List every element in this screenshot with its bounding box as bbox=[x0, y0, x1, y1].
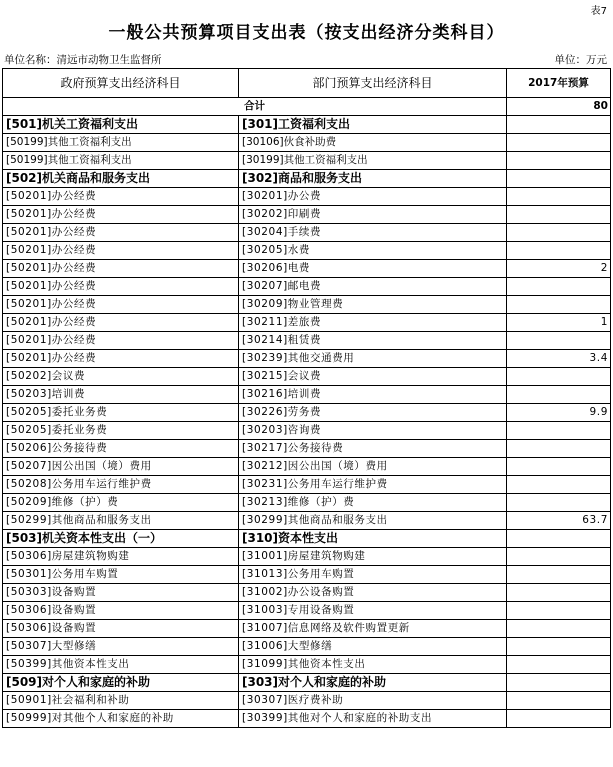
table-row bbox=[3, 458, 611, 476]
table-row bbox=[3, 656, 611, 674]
table-row bbox=[3, 134, 611, 152]
table-row bbox=[3, 206, 611, 224]
gov-subject-cell: [50201]办公经费 bbox=[3, 332, 239, 350]
gov-subject-cell: [50208]公务用车运行维护费 bbox=[3, 476, 239, 494]
dept-subject-cell: [30211]差旅费 bbox=[239, 314, 507, 332]
dept-subject-cell: [30214]租赁费 bbox=[239, 332, 507, 350]
table-row bbox=[3, 566, 611, 584]
dept-subject-cell: [30307]医疗费补助 bbox=[239, 692, 507, 710]
dept-subject-cell: [30299]其他商品和服务支出 bbox=[239, 512, 507, 530]
gov-subject-cell: [50199]其他工资福利支出 bbox=[3, 152, 239, 170]
dept-subject-cell: [30399]其他对个人和家庭的补助支出 bbox=[239, 710, 507, 728]
dept-subject-cell: [302]商品和服务支出 bbox=[239, 170, 507, 188]
dept-subject-cell: [30201]办公费 bbox=[239, 188, 507, 206]
dept-subject-cell: [303]对个人和家庭的补助 bbox=[239, 674, 507, 692]
table-row bbox=[3, 368, 611, 386]
expenditure-table bbox=[2, 68, 611, 728]
gov-subject-cell: [50205]委托业务费 bbox=[3, 422, 239, 440]
gov-subject-cell: [502]机关商品和服务支出 bbox=[3, 170, 239, 188]
dept-subject-cell: [31007]信息网络及软件购置更新 bbox=[239, 620, 507, 638]
budget-value-cell bbox=[507, 386, 611, 404]
gov-subject-cell: [50201]办公经费 bbox=[3, 296, 239, 314]
budget-value-cell bbox=[507, 620, 611, 638]
dept-subject-cell: [310]资本性支出 bbox=[239, 530, 507, 548]
dept-subject-cell: [30203]咨询费 bbox=[239, 422, 507, 440]
gov-subject-cell: [50306]设备购置 bbox=[3, 620, 239, 638]
gov-subject-cell: [50901]社会福利和补助 bbox=[3, 692, 239, 710]
gov-subject-cell: [50205]委托业务费 bbox=[3, 404, 239, 422]
gov-subject-cell: [50201]办公经费 bbox=[3, 278, 239, 296]
gov-subject-cell: [50201]办公经费 bbox=[3, 350, 239, 368]
dept-subject-cell: [30106]伙食补助费 bbox=[239, 134, 507, 152]
budget-value-cell bbox=[507, 422, 611, 440]
table-row bbox=[3, 224, 611, 242]
gov-subject-cell: [50399]其他资本性支出 bbox=[3, 656, 239, 674]
gov-subject-cell: [50201]办公经费 bbox=[3, 188, 239, 206]
budget-value-cell bbox=[507, 530, 611, 548]
total-label: 合计 bbox=[3, 98, 507, 116]
table-row bbox=[3, 710, 611, 728]
budget-value-cell bbox=[507, 602, 611, 620]
sheet-number: 表7 bbox=[590, 6, 607, 17]
column-header-budget: 2017年预算 bbox=[507, 69, 611, 98]
column-header-gov: 政府预算支出经济科目 bbox=[3, 69, 239, 98]
dept-subject-cell: [30216]培训费 bbox=[239, 386, 507, 404]
gov-subject-cell: [50209]维修（护）费 bbox=[3, 494, 239, 512]
table-row bbox=[3, 620, 611, 638]
table-row bbox=[3, 296, 611, 314]
gov-subject-cell: [50999]对其他个人和家庭的补助 bbox=[3, 710, 239, 728]
gov-subject-cell: [50199]其他工资福利支出 bbox=[3, 134, 239, 152]
budget-value-cell bbox=[507, 224, 611, 242]
budget-value-cell bbox=[507, 206, 611, 224]
table-row bbox=[3, 260, 611, 278]
category-row bbox=[3, 170, 611, 188]
table-row bbox=[3, 494, 611, 512]
gov-subject-cell: [50207]因公出国（境）费用 bbox=[3, 458, 239, 476]
budget-value-cell bbox=[507, 170, 611, 188]
dept-subject-cell: [30199]其他工资福利支出 bbox=[239, 152, 507, 170]
dept-subject-cell: [30213]维修（护）费 bbox=[239, 494, 507, 512]
total-row bbox=[3, 98, 611, 116]
table-row bbox=[3, 638, 611, 656]
table-row bbox=[3, 314, 611, 332]
budget-value-cell bbox=[507, 494, 611, 512]
category-row bbox=[3, 530, 611, 548]
budget-value-cell bbox=[507, 368, 611, 386]
table-row bbox=[3, 188, 611, 206]
table-row bbox=[3, 692, 611, 710]
gov-subject-cell: [50306]房屋建筑物购建 bbox=[3, 548, 239, 566]
gov-subject-cell: [50201]办公经费 bbox=[3, 242, 239, 260]
dept-subject-cell: [30205]水费 bbox=[239, 242, 507, 260]
budget-value-cell bbox=[507, 152, 611, 170]
budget-value-cell bbox=[507, 710, 611, 728]
gov-subject-cell: [503]机关资本性支出（一） bbox=[3, 530, 239, 548]
dept-subject-cell: [30226]劳务费 bbox=[239, 404, 507, 422]
table-row bbox=[3, 404, 611, 422]
budget-value-cell bbox=[507, 638, 611, 656]
table-row bbox=[3, 440, 611, 458]
budget-value-cell bbox=[507, 332, 611, 350]
budget-value-cell bbox=[507, 458, 611, 476]
gov-subject-cell: [50201]办公经费 bbox=[3, 260, 239, 278]
gov-subject-cell: [50206]公务接待费 bbox=[3, 440, 239, 458]
table-row bbox=[3, 422, 611, 440]
table-row bbox=[3, 602, 611, 620]
gov-subject-cell: [50306]设备购置 bbox=[3, 602, 239, 620]
currency-unit: 单位：万元 bbox=[554, 54, 607, 66]
dept-subject-cell: [30231]公务用车运行维护费 bbox=[239, 476, 507, 494]
gov-subject-cell: [50202]会议费 bbox=[3, 368, 239, 386]
gov-subject-cell: [50201]办公经费 bbox=[3, 206, 239, 224]
category-row bbox=[3, 674, 611, 692]
budget-value-cell bbox=[507, 278, 611, 296]
table-row bbox=[3, 386, 611, 404]
table-row bbox=[3, 350, 611, 368]
dept-subject-cell: [31001]房屋建筑物购建 bbox=[239, 548, 507, 566]
dept-subject-cell: [31003]专用设备购置 bbox=[239, 602, 507, 620]
dept-subject-cell: [30202]印刷费 bbox=[239, 206, 507, 224]
budget-value-cell: 63.7 bbox=[507, 512, 611, 530]
budget-value-cell: 9.9 bbox=[507, 404, 611, 422]
table-row bbox=[3, 332, 611, 350]
budget-value-cell bbox=[507, 134, 611, 152]
dept-subject-cell: [30204]手续费 bbox=[239, 224, 507, 242]
gov-subject-cell: [50203]培训费 bbox=[3, 386, 239, 404]
budget-value-cell bbox=[507, 692, 611, 710]
budget-value-cell bbox=[507, 476, 611, 494]
total-value: 80 bbox=[507, 98, 611, 116]
gov-subject-cell: [50303]设备购置 bbox=[3, 584, 239, 602]
table-header-row bbox=[3, 69, 611, 98]
table-row bbox=[3, 584, 611, 602]
page-title: 一般公共预算项目支出表（按支出经济分类科目） bbox=[108, 23, 505, 43]
budget-value-cell bbox=[507, 242, 611, 260]
table-row bbox=[3, 242, 611, 260]
budget-value-cell bbox=[507, 674, 611, 692]
budget-value-cell: 3.4 bbox=[507, 350, 611, 368]
gov-subject-cell: [50299]其他商品和服务支出 bbox=[3, 512, 239, 530]
gov-subject-cell: [501]机关工资福利支出 bbox=[3, 116, 239, 134]
gov-subject-cell: [50201]办公经费 bbox=[3, 314, 239, 332]
unit-info-row bbox=[4, 52, 607, 66]
dept-subject-cell: [30207]邮电费 bbox=[239, 278, 507, 296]
gov-subject-cell: [50307]大型修缮 bbox=[3, 638, 239, 656]
dept-subject-cell: [31002]办公设备购置 bbox=[239, 584, 507, 602]
budget-value-cell bbox=[507, 296, 611, 314]
table-row bbox=[3, 278, 611, 296]
budget-value-cell bbox=[507, 656, 611, 674]
unit-name: 单位名称：清远市动物卫生监督所 bbox=[4, 54, 162, 66]
dept-subject-cell: [301]工资福利支出 bbox=[239, 116, 507, 134]
table-row bbox=[3, 548, 611, 566]
gov-subject-cell: [509]对个人和家庭的补助 bbox=[3, 674, 239, 692]
column-header-dept: 部门预算支出经济科目 bbox=[239, 69, 507, 98]
budget-value-cell bbox=[507, 440, 611, 458]
budget-value-cell bbox=[507, 548, 611, 566]
dept-subject-cell: [30217]公务接待费 bbox=[239, 440, 507, 458]
dept-subject-cell: [31006]大型修缮 bbox=[239, 638, 507, 656]
category-row bbox=[3, 116, 611, 134]
dept-subject-cell: [30206]电费 bbox=[239, 260, 507, 278]
budget-value-cell bbox=[507, 566, 611, 584]
budget-value-cell bbox=[507, 116, 611, 134]
budget-value-cell bbox=[507, 584, 611, 602]
dept-subject-cell: [30239]其他交通费用 bbox=[239, 350, 507, 368]
table-row bbox=[3, 152, 611, 170]
table-row bbox=[3, 476, 611, 494]
dept-subject-cell: [31013]公务用车购置 bbox=[239, 566, 507, 584]
dept-subject-cell: [30215]会议费 bbox=[239, 368, 507, 386]
gov-subject-cell: [50301]公务用车购置 bbox=[3, 566, 239, 584]
dept-subject-cell: [30212]因公出国（境）费用 bbox=[239, 458, 507, 476]
budget-value-cell: 2 bbox=[507, 260, 611, 278]
dept-subject-cell: [30209]物业管理费 bbox=[239, 296, 507, 314]
dept-subject-cell: [31099]其他资本性支出 bbox=[239, 656, 507, 674]
table-row bbox=[3, 512, 611, 530]
gov-subject-cell: [50201]办公经费 bbox=[3, 224, 239, 242]
budget-value-cell: 1 bbox=[507, 314, 611, 332]
budget-value-cell bbox=[507, 188, 611, 206]
